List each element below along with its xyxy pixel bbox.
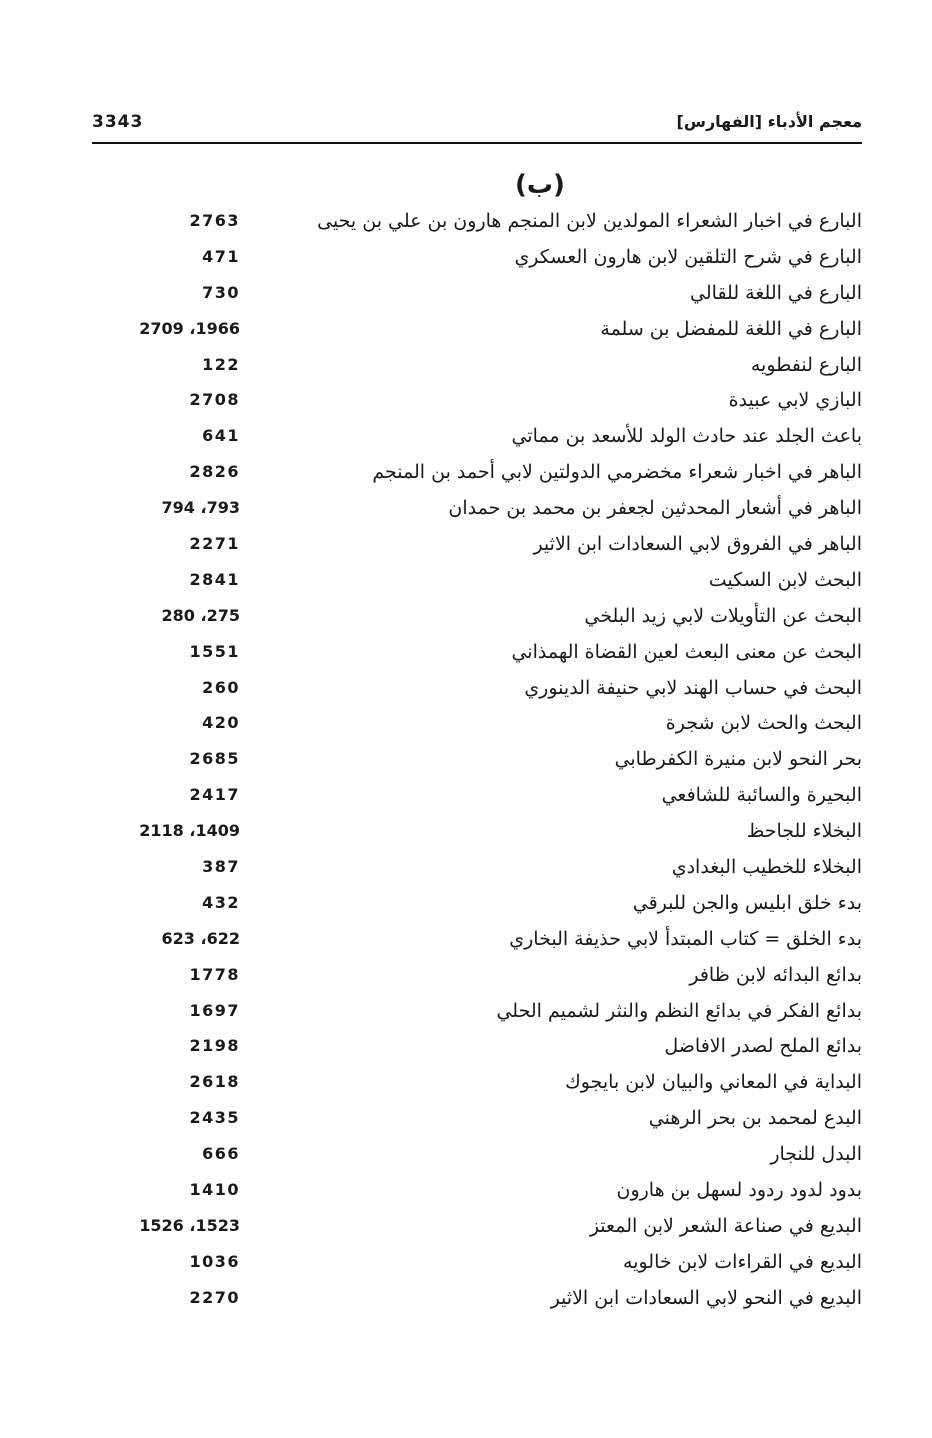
index-entry (92, 816, 862, 852)
entry-page-numbers: 2841 (189, 569, 240, 589)
page-number: 3343 (92, 112, 144, 132)
index-entry (92, 1283, 862, 1319)
entry-page-numbers: 260 (202, 677, 240, 697)
entry-page-numbers: 471 (202, 246, 240, 266)
index-entry (92, 888, 862, 924)
index-entry (92, 421, 862, 457)
index-entry (92, 960, 862, 996)
entry-title: الباهر في أشعار المحدثين لجعفر بن محمد بن حمدان (448, 497, 862, 520)
entry-page-numbers: 432 (202, 892, 240, 912)
entry-title: البدع لمحمد بن بحر الرهني (648, 1107, 862, 1130)
index-entry (92, 1175, 862, 1211)
entry-title: البارع في اللغة للقالي (690, 281, 862, 304)
index-entry (92, 457, 862, 493)
entry-title: بدائع البدائه لابن ظافر (689, 963, 862, 986)
entry-page-numbers: 1036 (189, 1251, 240, 1271)
entry-title: بدائع الفكر في بدائع النظم والنثر لشميم الحلي (496, 999, 862, 1022)
entry-page-numbers: 2417 (189, 785, 240, 805)
header-divider (92, 142, 862, 144)
entry-page-numbers: 2618 (189, 1072, 240, 1092)
index-entry (92, 242, 862, 278)
index-entry (92, 1031, 862, 1067)
index-entry (92, 565, 862, 601)
entry-page-numbers: 730 (202, 282, 240, 302)
entry-title: بدائع الملح لصدر الافاضل (664, 1035, 862, 1058)
index-entry (92, 744, 862, 780)
index-entry (92, 385, 862, 421)
entry-title: البارع في شرح التلقين لابن هارون العسكري (514, 245, 862, 268)
entry-page-numbers: 1409، 2118 (139, 821, 240, 841)
entry-page-numbers: 2435 (189, 1108, 240, 1128)
entry-title: البحيرة والسائبة للشافعي (661, 784, 862, 807)
entry-title: البديع في النحو لابي السعادات ابن الاثير (550, 1286, 862, 1309)
entry-title: الباهر في الفروق لابي السعادات ابن الاثير (533, 533, 862, 556)
index-entry (92, 637, 862, 673)
entry-page-numbers: 2763 (189, 211, 240, 230)
index-entries (92, 206, 862, 1319)
index-entry (92, 1067, 862, 1103)
entry-title: البدل للنجار (770, 1143, 862, 1166)
entry-title: البحث في حساب الهند لابي حنيفة الدينوري (524, 676, 862, 699)
entry-title: بحر النحو لابن منيرة الكفرطابي (614, 748, 862, 771)
index-entry (92, 493, 862, 529)
entry-title: بدود لدود ردود لسهل بن هارون (616, 1179, 862, 1202)
entry-page-numbers: 387 (202, 857, 240, 877)
entry-page-numbers: 1523، 1526 (139, 1215, 240, 1235)
entry-page-numbers: 2270 (189, 1287, 240, 1307)
index-entry (92, 278, 862, 314)
index-entry (92, 1103, 862, 1139)
entry-title: بدء خلق ابليس والجن للبرقي (632, 891, 862, 914)
entry-title: البارع في اللغة للمفضل بن سلمة (600, 317, 862, 340)
entry-title: البداية في المعاني والبيان لابن بايجوك (565, 1071, 862, 1094)
entry-page-numbers: 1551 (189, 641, 240, 661)
index-entry (92, 852, 862, 888)
entry-title: البازي لابي عبيدة (728, 389, 862, 412)
entry-page-numbers: 641 (202, 426, 240, 446)
index-entry (92, 1211, 862, 1247)
entry-page-numbers: 666 (202, 1144, 240, 1164)
entry-page-numbers: 2271 (189, 534, 240, 554)
entry-page-numbers: 2826 (189, 462, 240, 482)
entry-page-numbers: 275، 280 (161, 605, 240, 625)
index-entry (92, 708, 862, 744)
entry-title: البديع في صناعة الشعر لابن المعتز (589, 1214, 862, 1237)
entry-title: البحث لابن السكيت (708, 568, 862, 591)
index-entry (92, 924, 862, 960)
entry-title: البخلاء للخطيب البغدادي (671, 856, 862, 879)
entry-title: البحث والحث لابن شجرة (665, 712, 862, 735)
entry-page-numbers: 1410 (189, 1180, 240, 1200)
entry-page-numbers: 793، 794 (161, 498, 240, 518)
index-entry (92, 529, 862, 565)
index-entry (92, 1139, 862, 1175)
index-entry (92, 206, 862, 242)
entry-page-numbers: 2685 (189, 749, 240, 769)
index-entry (92, 1247, 862, 1283)
entry-page-numbers: 2198 (189, 1036, 240, 1056)
entry-title: البخلاء للجاحظ (746, 820, 862, 843)
running-title: معجم الأدباء [الفهارس] (676, 112, 862, 131)
entry-page-numbers: 622، 623 (161, 928, 240, 948)
entry-page-numbers: 1778 (189, 964, 240, 984)
entry-page-numbers: 122 (202, 354, 240, 374)
entry-page-numbers: 420 (202, 713, 240, 733)
index-entry (92, 780, 862, 816)
entry-title: البديع في القراءات لابن خالويه (623, 1250, 862, 1273)
page-header (92, 108, 862, 140)
entry-title: بدء الخلق = كتاب المبتدأ لابي حذيفة البخاري (509, 927, 862, 950)
entry-title: البحث عن معنى البعث لعين القضاة الهمذاني (511, 640, 862, 663)
index-entry (92, 314, 862, 350)
index-entry (92, 673, 862, 709)
entry-title: باعث الجلد عند حادث الولد للأسعد بن مماتي (511, 425, 862, 448)
entry-title: البارع لنفطويه (750, 353, 862, 376)
index-entry (92, 996, 862, 1032)
entry-page-numbers: 1697 (189, 1000, 240, 1020)
index-entry (92, 350, 862, 386)
entry-title: البارع في اخبار الشعراء المولدين لابن المنجم هارون بن علي بن يحيى (317, 210, 862, 232)
entry-title: الباهر في اخبار شعراء مخضرمي الدولتين لابي أحمد بن المنجم (372, 461, 862, 484)
entry-page-numbers: 1966، 2709 (139, 318, 240, 338)
entry-title: البحث عن التأويلات لابي زيد البلخي (584, 604, 862, 627)
entry-page-numbers: 2708 (189, 390, 240, 410)
section-heading: (ب) (515, 170, 565, 200)
index-entry (92, 601, 862, 637)
